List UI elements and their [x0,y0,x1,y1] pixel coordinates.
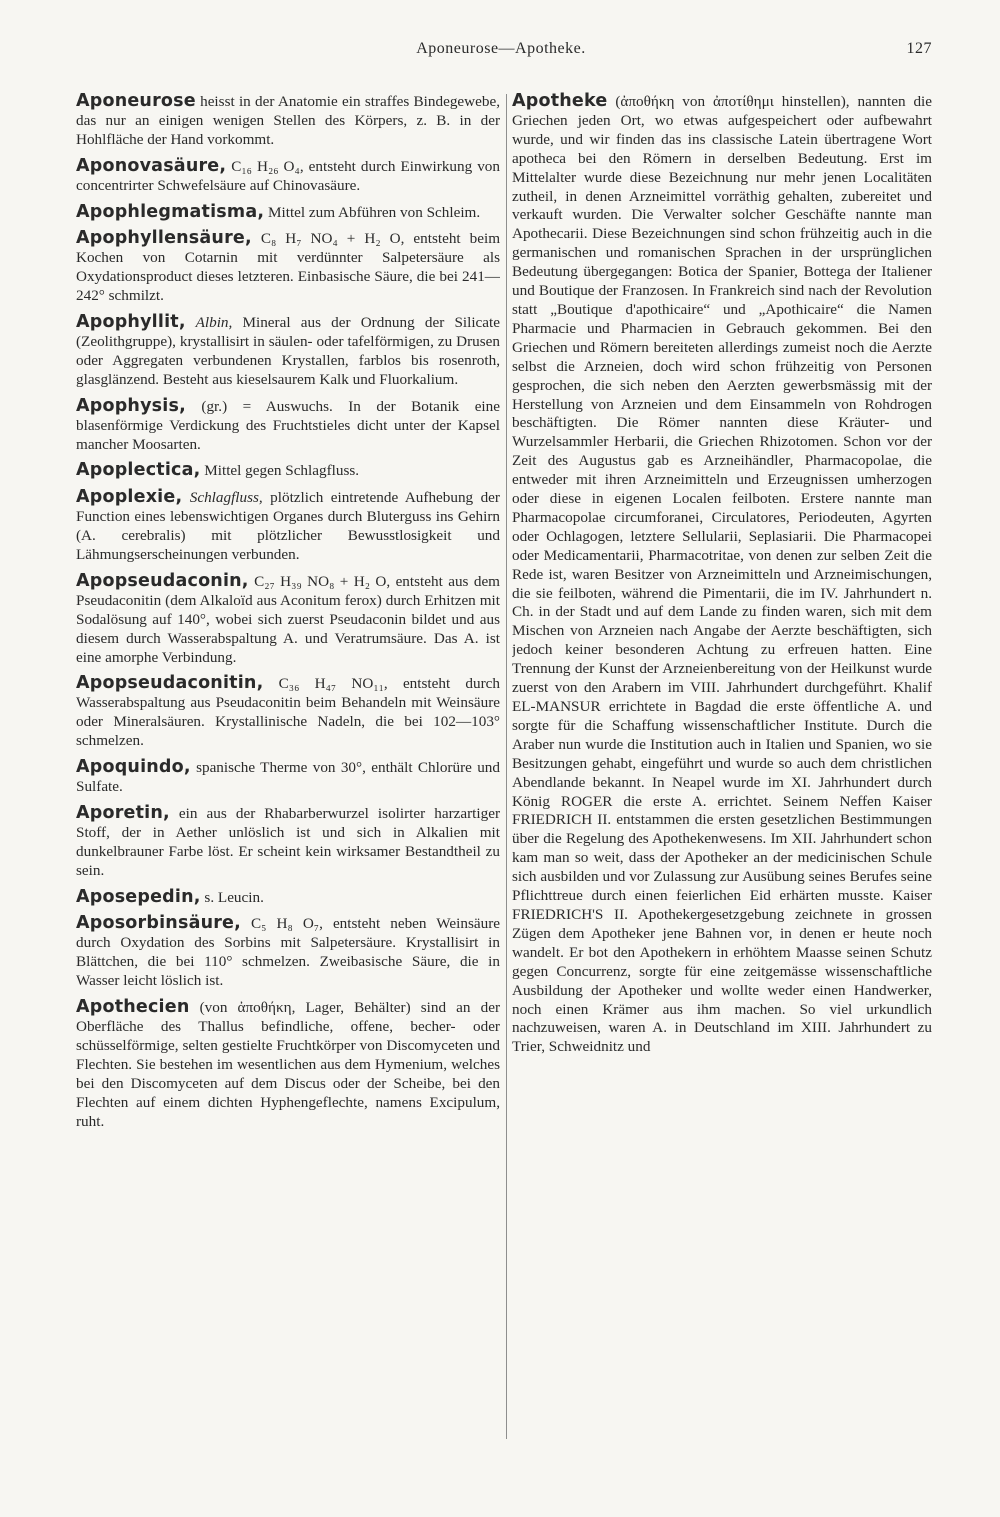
entry-text: plötzlich eintretende Aufhebung der Function eines lebenswichtigen Organes durch Bluterguss ins Gehirn (A. cerebralis) mit plötzlicher Bewusstlosigkeit und Lähmungserscheinungen verbunden. [76,489,500,564]
entry-apophyllit [76,313,500,390]
entry-text: Mittel zum Abführen von Schleim. [264,203,481,221]
headword: Apopseudaconin, [76,570,249,591]
headword: Aponeurose [76,92,196,111]
entry-text: ein aus der Rhabarberwurzel isolirter harzartiger Stoff, der in Aether unlöslich ist und sich in Alkalien mit dunkelbrauner Farbe löst. Er scheint kein wirksamer Bestandtheil zu sein. [76,804,500,879]
entry-text: entsteht neben Weinsäure durch Oxydation des Sorbins mit Salpetersäure. Krystallisirt in Blättchen, die bei 110° schmelzen. Zweibasische Säure, die in Wasser leicht löslich ist. [76,915,500,990]
headword: Aposorbinsäure, [76,913,241,934]
entry-apophyllensaeure [76,229,500,306]
headword: Apophyllit, [76,312,186,333]
entry-aponovasaeure [76,157,500,196]
page-number: 127 [906,40,932,57]
entry-aposepedin [76,888,500,908]
entry-apoquindo [76,758,500,797]
column-divider [506,94,507,1439]
italic-synonym: Albin, [185,314,233,332]
entry-apoplectica [76,461,500,481]
entry-text: entsteht durch Einwirkung von concentrirter Schwefelsäure auf Chinovasäure. [76,157,500,194]
headword: Apophyllensäure, [76,228,252,249]
headword: Aponovasäure, [76,155,227,176]
headword: Aporetin, [76,802,170,823]
entry-text: entsteht aus dem Pseudaconitin (dem Alkaloïd aus Aconitum ferox) durch Erhitzen mit Sodalösung auf 140°, wobei sich zuerst Pseudaconin bildet und aus diesem durch Wasserabspaltung A. und Veratrumsäure. Das A. ist eine amorphe Verbindung. [76,572,500,666]
entry-apothecien [76,998,500,1131]
entry-text: spanische Therme von 30°, enthält Chlorüre und Sulfate. [76,759,500,795]
entry-apotheke [512,92,932,1057]
formula: C₅ H₈ O₇, [240,915,323,933]
formula: C₂₇ H₃₉ NO₈ + H₂ O, [248,572,391,590]
entry-text: heisst in der Anatomie ein straffes Bindegewebe, das nur an einigen wenigen Stellen des Körpers, z. B. in der Hohlfläche der Hand vorkommt. [76,93,500,148]
italic-synonym: Schlagfluss, [182,489,263,507]
formula: C₃₆ H₄₇ NO₁₁, [263,675,388,693]
entry-text: Mineral aus der Ordnung der Silicate (Zeolithgruppe), krystallisirt in säulen- oder tafelförmigen, zu Drusen oder Aggregaten verbundenen Krystallen, farblos bis rosenroth, glasglänzend. Besteht aus kieselsaurem Kalk und Fluorkalium. [76,314,500,388]
right-column [512,92,932,1482]
entry-aponeurose [76,92,500,150]
formula: C₈ H₇ NO₄ + H₂ O, [251,230,405,248]
entry-text: (gr.) = Auswuchs. In der Botanik eine blasenförmige Verdickung des Fruchtstieles dicht unter der Kapsel mancher Moosarten. [76,397,500,453]
headword: Apothecien [76,997,190,1018]
headword: Apoquindo, [76,757,191,778]
headword: Apophysis, [76,395,186,416]
formula: C₁₆ H₂₆ O₄, [226,157,304,175]
entry-apopseudaconin [76,572,500,668]
headword: Apoplexie, [76,487,183,508]
entry-apoplexie [76,488,500,565]
running-head [70,40,932,80]
entry-apopseudaconitin [76,674,500,751]
entry-text: (von ἀποθήκη, Lager, Behälter) sind an der Oberfläche des Thallus befindliche, offene, becher- oder schüsselförmige, selten gestielte Fruchtkörper von Discomyceten und Flechten. Sie bestehen im wesentlichen aus dem Hymenium, welches bei den Discomyceten auf dem Discus oder der Scheibe, bei den Flechten auf einem dichten Hyphengeflechte, namens Excipulum, ruht. [76,999,500,1130]
headword: Apophlegmatisma, [76,201,265,222]
headword: Aposepedin, [76,886,201,907]
headword: Apoplectica, [76,460,201,481]
left-column [76,92,500,1482]
entry-apophysis [76,397,500,455]
entry-text: (ἀποθήκη von ἀποτίθημι hinstellen), nannten die Griechen jeden Ort, wo etwas aufgespeichert oder aufbewahrt wurde, und wir finden das ins classische Latein übertragene Wort apotheca bei den Römern in derselben Bedeutung. Erst im Mittelalter wurde diese Bezeichnung nur mehr jenen Localitäten zutheil, in denen Arzneimittel vorräthig gehalten, zubereitet und verkauft wurden. Die Verwalter solcher Geschäfte nannte man Apothecarii. Diese Bezeichnungen sind schon frühzeitig auch in die germanischen und romanischen Sprachen in der ursprünglichen Bedeutung übergegangen: Botica der Spanier, Bottega der Italiener und Boutique der Franzosen. In Frankreich sind nach der Revolution statt „Boutique d'apothicaire“ und „Apothicaire“ die Namen Pharmacie und Pharmacien in Gebrauch gekommen. Bei den Griechen und Römern bereiteten allerdings zumeist noch die Aerzte selbst die Arzneien, doch wird schon frühzeitig von Personen gesprochen, die sich neben den Aerzten gewerbsmässig mit der Herstellung von Arzneien und dem Einsammeln von Rohdrogen beschäftigten. Die Römer nannten diese Kräuter- und Wurzelsammler Herbarii, die Griechen Rhizotomen. Schon vor der Zeit des Augustus gab es Arzneihändler, Pharmacopolae, die entweder mit ihren Arzneimitteln und Erzeugnissen umherzogen oder diese in eigenen Localen feilboten. Erstere nannte man Pharmacopolae circumforanei, Circulatores, Periodeuten, Agyrten oder Ochlagogen, letztere Sellularii, Seplasiarii. Die Pharmacopei oder Medicamentarii, Pharmacotritae, von denen zur selben Zeit die Rede ist, waren Besitzer von Arzneimitteln und Arzneimischungen, die sie feilboten, während die Pimentarii, die im IV. Jahrhundert n. Ch. in der Stadt und auf dem Lande zu finden waren, sich mit dem Mischen von Arzneien nach Angabe der Aerzte beschäftigten, sich jedoch keiner besonderen Achtung zu erfreuen hatten. Eine Trennung der Kunst der Arzneienbereitung von der Heilkunst wurde zuerst von den Arabern im VIII. Jahrhundert durchgeführt. Khalif EL-MANSUR errichtete in Bagdad die erste öffentliche A. und sorgte für die Schaffung wissenschaftlicher Institute. Durch die Araber nun wurde die Institution auch in Italien und Spanien, wo sie Besitzungen gehabt, eingeführt und wurde so auch dem christlichen Abendlande bekannt. In Neapel wurde im XI. Jahrhundert durch König ROGER die erste A. errichtet. Seinem Neffen Kaiser FRIEDRICH II. entstammen die ersten gesetzlichen Bestimmungen über die Regelung des Apothekenwesens. Im XII. Jahrhundert schon kam man so weit, dass der Apotheker an der medicinischen Schule sich ausbilden und vor Zulassung zur Ausübung seines Berufes seine Pflichttreue durch einen feierlichen Eid erhärten musste. Kaiser FRIEDRICH'S II. Apothekergesetzgebung zeichnete in grossen Zügen dem Apotheker jene Bahnen vor, in denen er heute noch wandelt. Er bot den Apothekern in erhöhtem Maasse seinen Schutz gegen Concurrenz, sorgte für eine zeitgemässe wissenschaftliche Ausbildung der Apotheker und wollte weder einen Handwerker, noch einen Krämer aus ihm machen. So viel urkundlich nachzuweisen, waren A. in Deutschland im XIII. Jahrhundert zu Trier, Schweidnitz und [512,93,932,1056]
entry-text: entsteht beim Kochen von Cotarnin mit verdünnter Salpetersäure als Oxydationsproduct dieses letzteren. Einbasische Säure, die bei 241—242° schmilzt. [76,230,500,305]
entry-text: Mittel gegen Schlagfluss. [200,462,360,480]
running-title: Aponeurose—Apotheke. [416,40,586,57]
entry-aporetin [76,804,500,881]
headword: Apopseudaconitin, [76,673,264,694]
entry-text: s. Leucin. [200,888,264,906]
headword: Apotheke [512,92,608,111]
entry-aposorbinsaeure [76,914,500,991]
entry-text: entsteht durch Wasserabspaltung aus Pseudaconitin beim Behandeln mit Weinsäure oder Mineralsäuren. Krystallinische Nadeln, die bei 102—103° schmelzen. [76,675,500,750]
entry-apophlegmatisma [76,203,500,223]
